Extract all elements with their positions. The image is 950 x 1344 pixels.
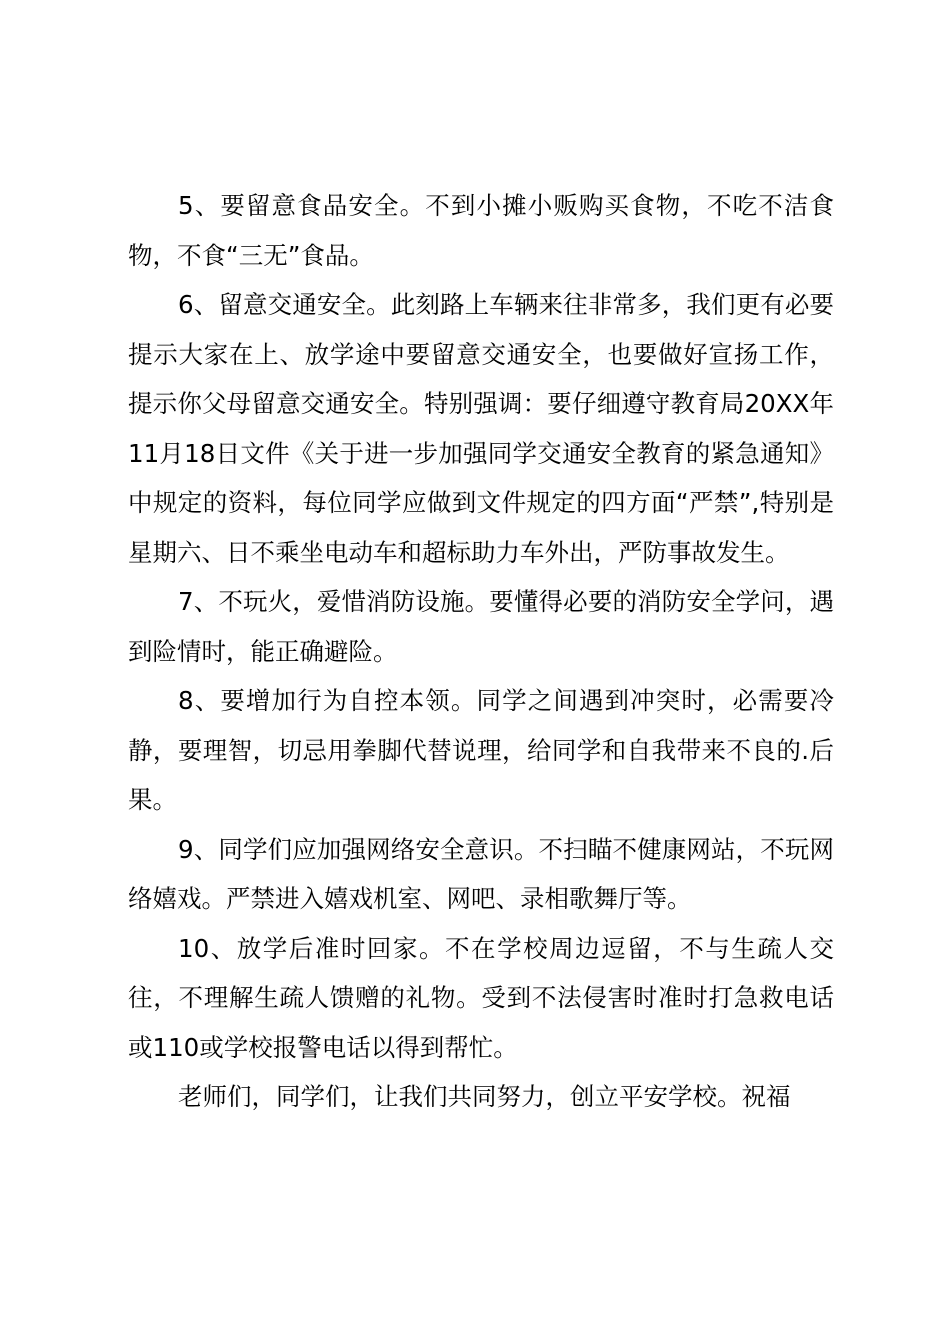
paragraph-traffic-safety: 6、留意交通安全。此刻路上车辆来往非常多，我们更有必要提示大家在上、放学途中要留意交通安全，也要做好宣扬工作，提示你父母留意交通安全。特别强调：要仔细遵守教育局20XX年11月18日文件《关于进一步加强同学交通安全教育的紧急通知》中规定的资料，每位同学应做到文件规定的四方面“严禁”,特别是星期六、日不乘坐电动车和超标助力车外出，严防事故发生。: [128, 290, 834, 567]
paragraph-network-safety: 9、同学们应加强网络安全意识。不扫瞄不健康网站，不玩网络嬉戏。严禁进入嬉戏机室、网吧、录相歌舞厅等。: [128, 834, 834, 913]
paragraph-go-home: 10、放学后准时回家。不在学校周边逗留，不与生疏人交往，不理解生疏人馈赠的礼物。受到不法侵害时准时打急救电话或110或学校报警电话以得到帮忙。: [128, 933, 834, 1062]
paragraph-self-control: 8、要增加行为自控本领。同学之间遇到冲突时，必需要冷静，要理智，切忌用拳脚代替说理，给同学和自我带来不良的.后果。: [128, 686, 834, 814]
paragraph-closing: 老师们，同学们，让我们共同努力，创立平安学校。祝福: [178, 1082, 791, 1111]
document-body: [128, 181, 834, 1122]
paragraph-food-safety: 5、要留意食品安全。不到小摊小贩购买食物，不吃不洁食物，不食“三无”食品。: [128, 191, 834, 270]
paragraph-fire-safety: 7、不玩火，爱惜消防设施。要懂得必要的消防安全学问，遇到险情时，能正确避险。: [128, 587, 834, 666]
